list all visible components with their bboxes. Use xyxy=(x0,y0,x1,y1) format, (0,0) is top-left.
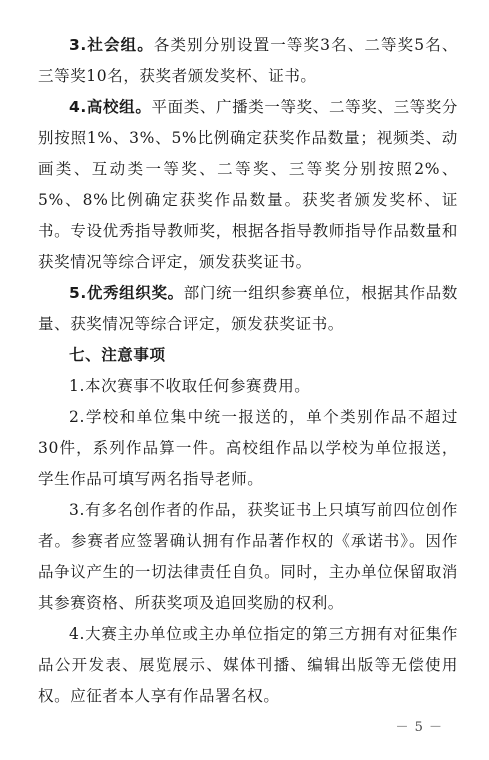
notice-item-4: 4.大赛主办单位或主办单位指定的第三方拥有对征集作品公开发表、展览展示、媒体刊播、编辑出版等无偿使用权。应征者本人享有作品署名权。 xyxy=(38,625,458,705)
item-text: 平面类、广播类一等奖、二等奖、三等奖分别按照1%、3%、5%比例确定获奖作品数量；视频类、动画类、互动类一等奖、二等奖、三等奖分别按照2%、5%、8%比例确定获奖作品数量。获奖者颁发奖杯、证书。专设优秀指导教师奖，根据各指导教师指导作品数量和获奖情况等综合评定，颁发获奖证书。 xyxy=(38,98,458,271)
section-heading: 七、注意事项 xyxy=(69,346,166,364)
notice-item-1: 1.本次赛事不收取任何参赛费用。 xyxy=(69,377,311,395)
item-text: 各类别分别设置一等奖3名、二等奖5名、三等奖10名，获奖者颁发奖杯、证书。 xyxy=(38,36,458,85)
document-body xyxy=(38,30,458,712)
award-item-organization xyxy=(38,278,458,340)
award-item-university-group xyxy=(38,92,458,278)
item-label: 4.高校组。 xyxy=(69,98,152,116)
item-text: 部门统一组织参赛单位，根据其作品数量、获奖情况等综合评定，颁发获奖证书。 xyxy=(38,284,459,333)
notice-item-3: 3.有多名创作者的作品，获奖证书上只填写前四位创作者。参赛者应签署确认拥有作品著作权的《承诺书》。因作品争议产生的一切法律责任自负。同时，主办单位保留取消其参赛资格、所获奖项及追回奖励的权利。 xyxy=(38,501,458,612)
item-label: 3.社会组。 xyxy=(69,36,154,54)
award-item-social-group xyxy=(38,30,458,92)
notice-item-2: 2.学校和单位集中统一报送的，单个类别作品不超过30件，系列作品算一件。高校组作品以学校为单位报送，学生作品可填写两名指导老师。 xyxy=(38,408,458,488)
item-label: 5.优秀组织奖。 xyxy=(69,284,184,302)
page-number: － 5 － xyxy=(395,720,443,735)
